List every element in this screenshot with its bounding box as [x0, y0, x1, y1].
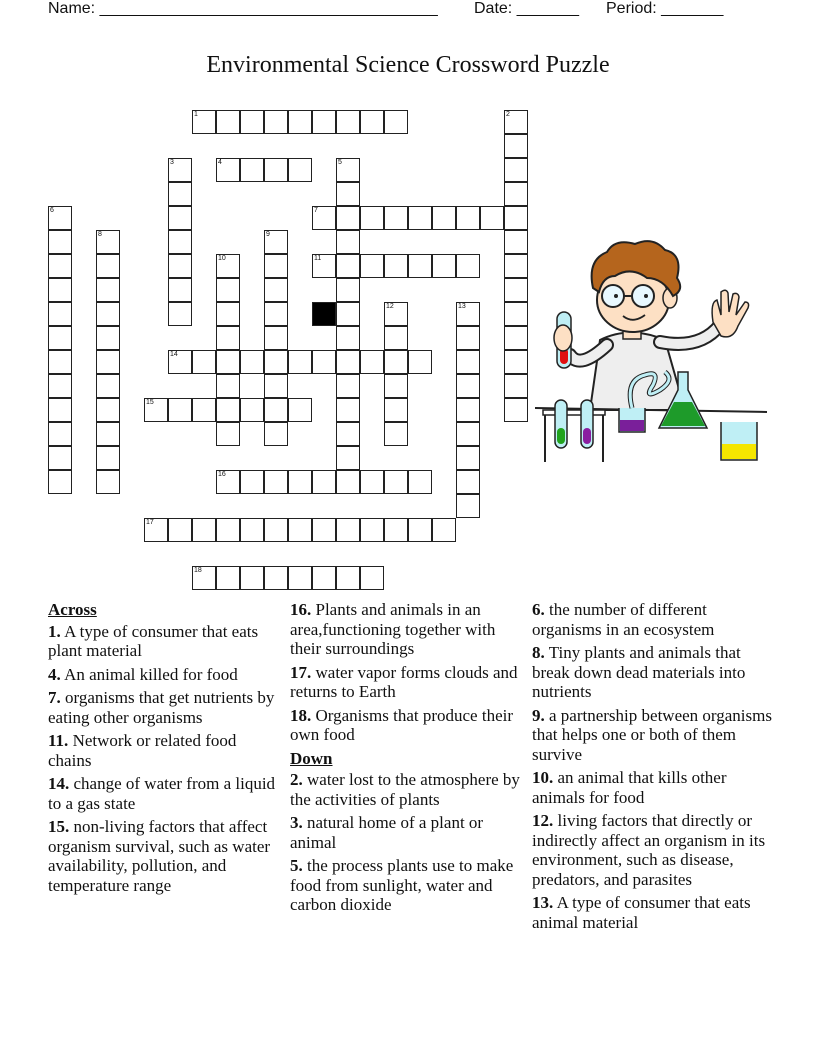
clue-text: Plants and animals in an area,functioning together with their surroundings [290, 600, 496, 658]
crossword-cell[interactable] [48, 398, 72, 422]
clue-number: 7 [314, 207, 318, 214]
crossword-cell[interactable] [408, 518, 432, 542]
crossword-cell[interactable] [168, 182, 192, 206]
clue-text: an animal that kills other animals for food [532, 768, 727, 807]
crossword-cell[interactable] [264, 110, 288, 134]
crossword-cell[interactable] [168, 206, 192, 230]
crossword-cell[interactable] [96, 374, 120, 398]
clue-number-label: 12. [532, 811, 554, 830]
crossword-cell[interactable] [144, 398, 168, 422]
crossword-cell[interactable] [96, 254, 120, 278]
crossword-cell[interactable] [504, 134, 528, 158]
crossword-cell[interactable] [408, 206, 432, 230]
blocked-cell [312, 302, 336, 326]
clue-text: the process plants use to make food from sunlight, water and carbon dioxide [290, 856, 514, 914]
crossword-cell[interactable] [456, 254, 480, 278]
crossword-cell[interactable] [96, 278, 120, 302]
page-title: Environmental Science Crossword Puzzle [206, 52, 610, 78]
crossword-cell[interactable] [432, 206, 456, 230]
clue-number-label: 16. [290, 600, 312, 619]
crossword-cell[interactable] [168, 518, 192, 542]
crossword-cell[interactable] [336, 110, 360, 134]
crossword-cell[interactable] [264, 302, 288, 326]
crossword-cell[interactable] [264, 278, 288, 302]
crossword-cell[interactable] [96, 446, 120, 470]
crossword-cell[interactable] [384, 470, 408, 494]
crossword-cell[interactable] [168, 302, 192, 326]
crossword-cell[interactable] [216, 350, 240, 374]
clue-number-label: 7. [48, 688, 61, 707]
crossword-cell[interactable] [192, 350, 216, 374]
crossword-cell[interactable] [408, 254, 432, 278]
crossword-cell[interactable] [504, 182, 528, 206]
crossword-cell[interactable] [360, 254, 384, 278]
crossword-cell[interactable] [336, 326, 360, 350]
crossword-cell[interactable] [288, 110, 312, 134]
crossword-cell[interactable] [48, 446, 72, 470]
clue-number-label: 8. [532, 643, 545, 662]
crossword-cell[interactable] [336, 446, 360, 470]
crossword-cell[interactable] [336, 422, 360, 446]
clue-text: A type of consumer that eats animal material [532, 893, 751, 932]
clue-number: 6 [50, 207, 54, 214]
crossword-cell[interactable] [312, 470, 336, 494]
crossword-cell[interactable] [504, 110, 528, 134]
crossword-cell[interactable] [264, 350, 288, 374]
crossword-cell[interactable] [360, 518, 384, 542]
crossword-cell[interactable] [360, 350, 384, 374]
crossword-cell[interactable] [168, 230, 192, 254]
clue-item [48, 731, 284, 770]
clue-number-label: 5. [290, 856, 303, 875]
crossword-cell[interactable] [168, 398, 192, 422]
clue-text: Organisms that produce their own food [290, 705, 514, 744]
scientist-with-lab-glassware-icon [535, 230, 775, 470]
crossword-cell[interactable] [240, 110, 264, 134]
crossword-cell[interactable] [336, 206, 360, 230]
crossword-cell[interactable] [96, 398, 120, 422]
crossword-cell[interactable] [216, 518, 240, 542]
crossword-cell[interactable] [48, 470, 72, 494]
clue-text: An animal killed for food [64, 664, 238, 684]
period-field-label: Period: _______ [606, 0, 724, 17]
clue-item [532, 768, 772, 807]
clue-text: a partnership between organisms that helps one or both of them survive [532, 705, 772, 764]
crossword-cell[interactable] [336, 302, 360, 326]
crossword-cell[interactable] [264, 470, 288, 494]
clue-item [532, 706, 772, 765]
clue-number: 3 [170, 159, 174, 166]
crossword-cell[interactable] [192, 566, 216, 590]
clue-number-label: 4. [48, 664, 61, 684]
crossword-cell[interactable] [336, 518, 360, 542]
crossword-cell[interactable] [312, 110, 336, 134]
crossword-cell[interactable] [360, 566, 384, 590]
crossword-cell[interactable] [288, 518, 312, 542]
crossword-cell[interactable] [264, 566, 288, 590]
crossword-cell[interactable] [384, 110, 408, 134]
clue-number-label: 11. [48, 731, 69, 750]
crossword-cell[interactable] [144, 518, 168, 542]
crossword-cell[interactable] [456, 206, 480, 230]
crossword-cell[interactable] [504, 374, 528, 398]
clue-number-label: 9. [532, 705, 545, 725]
clue-item [48, 688, 284, 727]
crossword-cell[interactable] [48, 302, 72, 326]
crossword-cell[interactable] [216, 422, 240, 446]
crossword-cell[interactable] [216, 254, 240, 278]
clue-item [290, 770, 520, 809]
crossword-cell[interactable] [432, 518, 456, 542]
crossword-cell[interactable] [216, 326, 240, 350]
clue-number: 16 [218, 471, 226, 478]
crossword-cell[interactable] [168, 350, 192, 374]
crossword-cell[interactable] [264, 374, 288, 398]
crossword-cell[interactable] [96, 326, 120, 350]
crossword-cell[interactable] [360, 470, 384, 494]
crossword-cell[interactable] [192, 518, 216, 542]
crossword-cell[interactable] [288, 566, 312, 590]
crossword-cell[interactable] [336, 566, 360, 590]
clue-text: change of water from a liquid to a gas state [48, 774, 276, 813]
crossword-cell[interactable] [216, 374, 240, 398]
clue-item [290, 706, 520, 745]
clue-number-label: 3. [290, 813, 303, 832]
crossword-cell[interactable] [504, 326, 528, 350]
clue-number-label: 14. [48, 774, 70, 793]
clue-number: 11 [314, 255, 322, 262]
crossword-cell[interactable] [504, 230, 528, 254]
clue-item [290, 813, 520, 852]
clue-item [532, 600, 772, 639]
clue-number: 12 [386, 303, 394, 310]
crossword-cell[interactable] [360, 110, 384, 134]
clue-text: the number of different organisms in an ecosystem [532, 600, 715, 639]
crossword-cell[interactable] [216, 158, 240, 182]
clue-number: 9 [266, 231, 270, 238]
crossword-cell[interactable] [312, 350, 336, 374]
clue-number: 13 [458, 303, 466, 310]
crossword-cell[interactable] [504, 350, 528, 374]
crossword-cell[interactable] [216, 566, 240, 590]
crossword-cell[interactable] [96, 422, 120, 446]
crossword-cell[interactable] [336, 182, 360, 206]
crossword-cell[interactable] [96, 470, 120, 494]
crossword-cell[interactable] [288, 350, 312, 374]
crossword-cell[interactable] [48, 326, 72, 350]
clue-number: 1 [194, 111, 198, 118]
crossword-cell[interactable] [288, 470, 312, 494]
crossword-cell[interactable] [216, 470, 240, 494]
crossword-cell[interactable] [504, 278, 528, 302]
clue-number: 5 [338, 159, 342, 166]
crossword-cell[interactable] [216, 110, 240, 134]
crossword-cell[interactable] [456, 374, 480, 398]
date-field-label: Date: _______ [474, 0, 579, 17]
crossword-cell[interactable] [288, 158, 312, 182]
crossword-cell[interactable] [264, 230, 288, 254]
clue-number-label: 13. [532, 893, 554, 912]
clue-number: 10 [218, 255, 226, 262]
crossword-cell[interactable] [456, 422, 480, 446]
crossword-cell[interactable] [168, 254, 192, 278]
crossword-cell[interactable] [456, 398, 480, 422]
clue-number-label: 17. [290, 662, 312, 682]
crossword-cell[interactable] [48, 254, 72, 278]
clue-item [290, 856, 520, 915]
crossword-cell[interactable] [312, 566, 336, 590]
crossword-cell[interactable] [168, 158, 192, 182]
crossword-cell[interactable] [480, 206, 504, 230]
crossword-cell[interactable] [384, 206, 408, 230]
clue-number: 14 [170, 351, 178, 358]
clue-number-label: 15. [48, 817, 70, 836]
crossword-cell[interactable] [240, 398, 264, 422]
crossword-cell[interactable] [48, 206, 72, 230]
crossword-cell[interactable] [408, 470, 432, 494]
crossword-cell[interactable] [336, 398, 360, 422]
clue-number: 2 [506, 111, 510, 118]
crossword-cell[interactable] [288, 398, 312, 422]
crossword-cell[interactable] [384, 326, 408, 350]
crossword-cell[interactable] [360, 206, 384, 230]
crossword-cell[interactable] [336, 230, 360, 254]
crossword-cell[interactable] [264, 254, 288, 278]
crossword-cell[interactable] [504, 206, 528, 230]
clue-number-label: 1. [48, 621, 61, 641]
crossword-cell[interactable] [240, 350, 264, 374]
crossword-cell[interactable] [264, 398, 288, 422]
crossword-cell[interactable] [336, 278, 360, 302]
clue-number-label: 18. [290, 705, 312, 725]
crossword-cell[interactable] [312, 206, 336, 230]
clue-text: non-living factors that affect organism survival, such as water availability, pollution, and temperature range [48, 817, 271, 895]
crossword-cell[interactable] [48, 350, 72, 374]
clue-item [48, 774, 284, 813]
crossword-cell[interactable] [504, 302, 528, 326]
crossword-cell[interactable] [336, 470, 360, 494]
clues-column-2 [290, 600, 520, 919]
clue-number: 17 [146, 519, 154, 526]
clue-number: 4 [218, 159, 222, 166]
crossword-cell[interactable] [48, 422, 72, 446]
crossword-cell[interactable] [336, 374, 360, 398]
clue-text: water lost to the atmosphere by the activities of plants [290, 770, 520, 809]
crossword-cell[interactable] [384, 254, 408, 278]
clue-number-label: 10. [532, 768, 554, 787]
crossword-cell[interactable] [192, 398, 216, 422]
crossword-cell[interactable] [312, 518, 336, 542]
crossword-cell[interactable] [456, 350, 480, 374]
clue-number-label: 2. [290, 770, 303, 789]
crossword-cell[interactable] [336, 350, 360, 374]
crossword-cell[interactable] [384, 302, 408, 326]
crossword-cell[interactable] [504, 158, 528, 182]
crossword-cell[interactable] [384, 518, 408, 542]
clue-number: 8 [98, 231, 102, 238]
crossword-cell[interactable] [216, 398, 240, 422]
crossword-cell[interactable] [312, 254, 336, 278]
crossword-cell[interactable] [96, 302, 120, 326]
crossword-cell[interactable] [48, 374, 72, 398]
crossword-cell[interactable] [456, 302, 480, 326]
crossword-cell[interactable] [456, 494, 480, 518]
crossword-cell[interactable] [504, 254, 528, 278]
crossword-cell[interactable] [216, 302, 240, 326]
crossword-cell[interactable] [384, 422, 408, 446]
clues-column-3 [532, 600, 772, 936]
crossword-cell[interactable] [432, 254, 456, 278]
clue-number-label: 6. [532, 600, 545, 619]
clues-column-1 [48, 600, 284, 899]
crossword-cell[interactable] [336, 158, 360, 182]
clue-item [532, 893, 772, 932]
crossword-cell[interactable] [240, 158, 264, 182]
crossword-cell[interactable] [168, 278, 192, 302]
clue-item [532, 811, 772, 889]
crossword-cell[interactable] [384, 374, 408, 398]
across-heading: Across [48, 600, 97, 619]
crossword-cell[interactable] [384, 350, 408, 374]
name-field-label: Name: ______________________________________ [48, 0, 438, 17]
crossword-cell[interactable] [96, 350, 120, 374]
crossword-cell[interactable] [384, 398, 408, 422]
crossword-cell[interactable] [456, 326, 480, 350]
clue-item [290, 600, 520, 659]
crossword-cell[interactable] [264, 326, 288, 350]
crossword-cell[interactable] [336, 254, 360, 278]
crossword-cell[interactable] [264, 422, 288, 446]
crossword-cell[interactable] [192, 110, 216, 134]
clue-item [48, 665, 284, 685]
clue-text: natural home of a plant or animal [290, 813, 484, 852]
clue-item [290, 663, 520, 702]
crossword-cell[interactable] [240, 470, 264, 494]
clue-text: A type of consumer that eats plant material [48, 621, 259, 660]
crossword-cell[interactable] [456, 470, 480, 494]
clue-text: water vapor forms clouds and returns to Earth [290, 662, 518, 701]
crossword-cell[interactable] [240, 566, 264, 590]
crossword-cell[interactable] [216, 278, 240, 302]
clue-number: 15 [146, 399, 154, 406]
crossword-cell[interactable] [48, 278, 72, 302]
clue-text: Tiny plants and animals that break down dead materials into nutrients [532, 643, 746, 701]
crossword-cell[interactable] [96, 230, 120, 254]
crossword-cell[interactable] [48, 230, 72, 254]
clue-item [48, 817, 284, 895]
clue-text: Network or related food chains [48, 731, 237, 770]
crossword-cell[interactable] [456, 446, 480, 470]
clue-text: living factors that directly or indirectly affect an organism in its environment, such as disease, predators, and parasites [532, 811, 766, 889]
clue-number: 18 [194, 567, 202, 574]
crossword-cell[interactable] [504, 398, 528, 422]
crossword-cell[interactable] [264, 518, 288, 542]
crossword-cell[interactable] [240, 518, 264, 542]
clue-text: organisms that get nutrients by eating other organisms [48, 688, 275, 727]
clue-item [48, 622, 284, 661]
crossword-cell[interactable] [408, 350, 432, 374]
down-heading: Down [290, 748, 333, 768]
clue-item [532, 643, 772, 702]
crossword-cell[interactable] [264, 158, 288, 182]
